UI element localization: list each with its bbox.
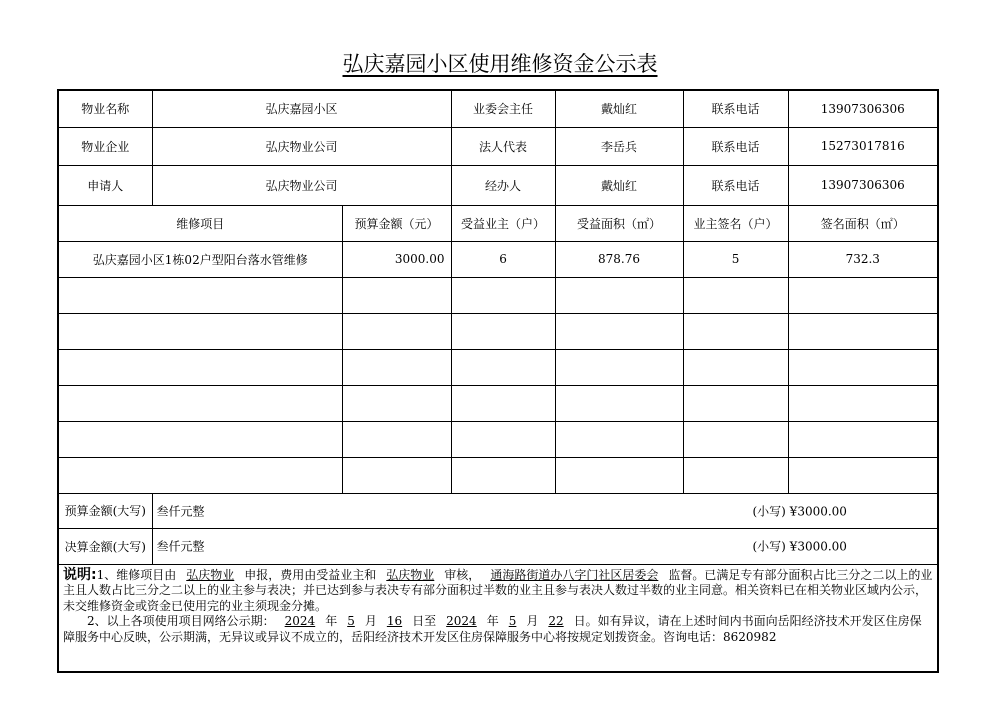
final-total-small: (小写) ¥3000.00 <box>752 539 847 554</box>
empty-cell <box>555 277 683 313</box>
items-header-row <box>58 205 938 241</box>
empty-cell <box>788 349 938 385</box>
start-month: 5 <box>347 614 355 628</box>
empty-row <box>58 313 938 349</box>
empty-cell <box>555 421 683 457</box>
phone-label: 联系电话 <box>683 90 788 127</box>
note-text: 年 <box>325 614 338 628</box>
note-text: 。如有异议，请在上述时间内书面向岳阳经济技术开发区住房保障服务中心反映，公示期满，无异议或异议不成立的，岳阳经济技术开发区住房保障服务中心将按规定划拨资金。咨询电话：8620982 <box>63 614 922 644</box>
empty-cell <box>788 313 938 349</box>
empty-cell <box>342 349 451 385</box>
empty-cell <box>788 457 938 493</box>
empty-cell <box>342 385 451 421</box>
empty-cell <box>683 313 788 349</box>
budget-total-row <box>58 493 938 528</box>
reviewer: 弘庆物业 <box>386 567 435 582</box>
empty-cell <box>58 349 342 385</box>
empty-cell <box>451 313 555 349</box>
note-label: 说明: <box>63 566 97 583</box>
note-text: 年 <box>486 614 499 628</box>
item-area: 878.76 <box>555 241 683 277</box>
empty-cell <box>451 457 555 493</box>
empty-cell <box>555 313 683 349</box>
header-signed-area: 签名面积（㎡） <box>788 205 938 241</box>
header-owners: 受益业主（户） <box>451 205 555 241</box>
empty-cell <box>58 421 342 457</box>
phone-value: 15273017816 <box>788 127 938 165</box>
empty-cell <box>451 277 555 313</box>
property-name-label: 物业名称 <box>58 90 152 127</box>
item-signed: 5 <box>683 241 788 277</box>
phone-value: 13907306306 <box>788 165 938 205</box>
empty-cell <box>683 421 788 457</box>
note-cell <box>58 564 938 672</box>
header-item: 维修项目 <box>58 205 342 241</box>
item-name: 弘庆嘉园小区1栋02户型阳台落水管维修 <box>58 241 342 277</box>
end-month: 5 <box>508 614 517 628</box>
item-owners: 6 <box>451 241 555 277</box>
handler-label: 经办人 <box>451 165 555 205</box>
info-row-company <box>58 127 938 165</box>
empty-cell <box>58 313 342 349</box>
empty-cell <box>342 313 451 349</box>
empty-row <box>58 349 938 385</box>
budget-total-small: (小写) ¥3000.00 <box>752 504 847 518</box>
note-paragraph-1 <box>63 568 933 615</box>
final-total-words: 叁仟元整 <box>156 539 205 554</box>
empty-cell <box>342 457 451 493</box>
note-text: 月 <box>526 614 539 628</box>
empty-cell <box>788 421 938 457</box>
applicant-label: 申请人 <box>58 165 152 205</box>
item-budget: 3000.00 <box>342 241 451 277</box>
empty-cell <box>683 277 788 313</box>
empty-cell <box>342 421 451 457</box>
note-text: 日至 <box>412 614 437 628</box>
empty-cell <box>58 457 342 493</box>
info-row-property <box>58 90 938 127</box>
header-budget: 预算金额（元） <box>342 205 451 241</box>
empty-cell <box>451 385 555 421</box>
note-text: 1、维修项目由 <box>96 567 177 582</box>
empty-cell <box>58 385 342 421</box>
table-row <box>58 241 938 277</box>
supervisor: 通海路街道办八字门社区居委会 <box>490 567 659 582</box>
empty-row <box>58 385 938 421</box>
empty-cell <box>58 277 342 313</box>
empty-cell <box>555 457 683 493</box>
committee-director-label: 业委会主任 <box>451 90 555 127</box>
header-signed: 业主签名（户） <box>683 205 788 241</box>
budget-total-words: 叁仟元整 <box>156 504 205 518</box>
note-paragraph-2 <box>63 614 933 645</box>
empty-cell <box>342 277 451 313</box>
header-area: 受益面积（㎡） <box>555 205 683 241</box>
company-label: 物业企业 <box>58 127 152 165</box>
note-text: 审核， <box>444 567 481 582</box>
empty-cell <box>683 385 788 421</box>
note-text: 日 <box>573 614 586 628</box>
phone-label: 联系电话 <box>683 165 788 205</box>
handler-value: 戴灿红 <box>555 165 683 205</box>
maintenance-fund-table <box>57 89 939 673</box>
empty-cell <box>451 349 555 385</box>
applicant-value: 弘庆物业公司 <box>152 165 451 205</box>
note-text: 月 <box>364 614 377 628</box>
empty-row <box>58 277 938 313</box>
company-value: 弘庆物业公司 <box>152 127 451 165</box>
empty-cell <box>451 421 555 457</box>
page-title: 弘庆嘉园小区使用维修资金公示表 <box>342 52 658 76</box>
empty-cell <box>788 277 938 313</box>
phone-label: 联系电话 <box>683 127 788 165</box>
start-day: 16 <box>386 614 403 628</box>
legal-rep-value: 李岳兵 <box>555 127 683 165</box>
empty-cell <box>683 457 788 493</box>
committee-director-value: 戴灿红 <box>555 90 683 127</box>
final-total-value <box>152 528 938 564</box>
legal-rep-label: 法人代表 <box>451 127 555 165</box>
empty-cell <box>683 349 788 385</box>
empty-row <box>58 421 938 457</box>
property-name-value: 弘庆嘉园小区 <box>152 90 451 127</box>
budget-total-value <box>152 493 938 528</box>
start-year: 2024 <box>284 614 316 628</box>
info-row-applicant <box>58 165 938 205</box>
item-signed-area: 732.3 <box>788 241 938 277</box>
phone-value: 13907306306 <box>788 90 938 127</box>
end-year: 2024 <box>446 614 477 628</box>
empty-cell <box>555 385 683 421</box>
final-total-label: 决算金额(大写) <box>58 528 152 564</box>
empty-row <box>58 457 938 493</box>
budget-total-label: 预算金额(大写) <box>58 493 152 528</box>
note-text: 2、以上各项使用项目网络公示期： <box>87 614 275 628</box>
end-day: 22 <box>548 614 564 628</box>
note-text: 监督。已满足专有部分面积占比三分之二以上的业主且人数占比三分之二以上的业主参与表决；并已达到参与表决专有部分面积过半数的业主且参与表决人数过半数的业主同意。相关资料已在相关物业区域内公示，未交维修资金或资金已使用完的业主须现金分摊。 <box>63 567 933 613</box>
note-row <box>58 564 938 672</box>
note-text: 申报，费用由受益业主和 <box>244 567 377 582</box>
declarer: 弘庆物业 <box>186 567 235 582</box>
empty-cell <box>788 385 938 421</box>
empty-cell <box>555 349 683 385</box>
final-total-row <box>58 528 938 564</box>
